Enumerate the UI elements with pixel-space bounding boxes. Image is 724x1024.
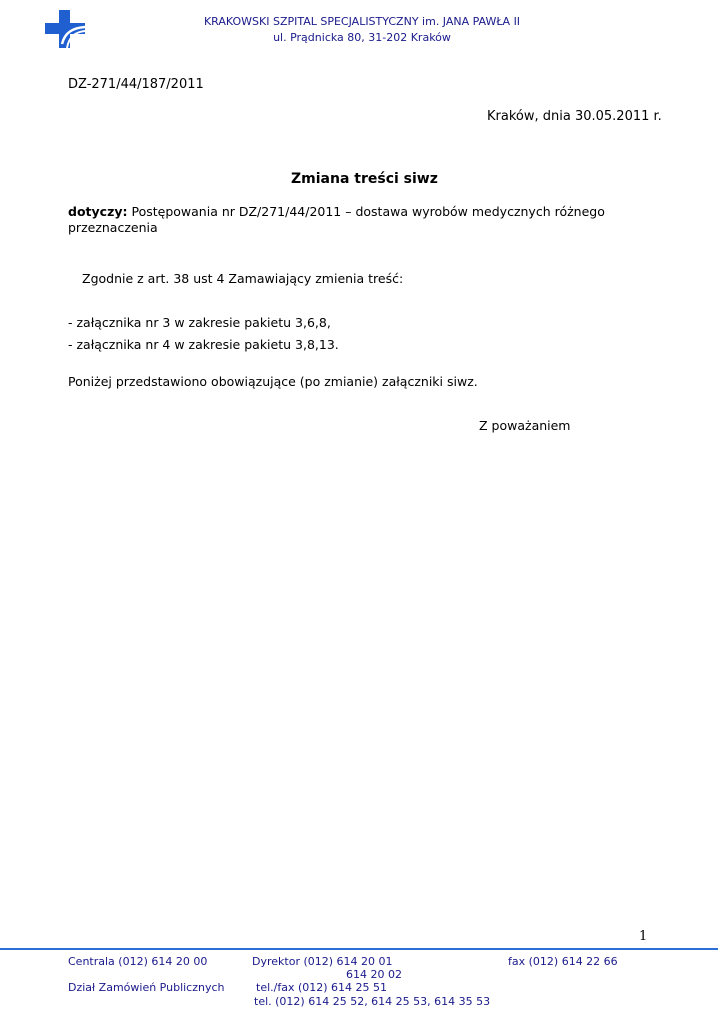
footer-fax: fax (012) 614 22 66: [508, 955, 618, 968]
list-item: - załącznika nr 3 w zakresie pakietu 3,6,8,: [68, 315, 331, 330]
hospital-cross-logo-svg: [45, 10, 85, 48]
footer-director-2: 614 20 02: [346, 968, 402, 981]
footer-tel: tel. (012) 614 25 52, 614 25 53, 614 35 53: [254, 995, 491, 1008]
reference-number: DZ-271/44/187/2011: [68, 77, 204, 92]
hospital-address: ul. Prądnicka 80, 31-202 Kraków: [273, 31, 451, 44]
regards: Z poważaniem: [479, 418, 571, 433]
subject-label: dotyczy:: [68, 204, 128, 219]
subject-text: Postępowania nr DZ/271/44/2011 – dostawa wyrobów medycznych różnego: [131, 204, 605, 219]
hospital-name: KRAKOWSKI SZPITAL SPECJALISTYCZNY im. JANA PAWŁA II: [203, 15, 521, 28]
page-number: 1: [639, 929, 648, 944]
place-date: Kraków, dnia 30.05.2011 r.: [487, 109, 662, 124]
footer-telfax: tel./fax (012) 614 25 51: [256, 981, 388, 994]
footer-divider: [0, 948, 718, 950]
subject-line: [68, 204, 605, 219]
footer-procurement: Dział Zamówień Publicznych: [68, 981, 225, 994]
intro-text: Zgodnie z art. 38 ust 4 Zamawiający zmienia treść:: [82, 271, 404, 286]
footer-director: Dyrektor (012) 614 20 01: [252, 955, 393, 968]
document-title: Zmiana treści siwz: [291, 171, 438, 187]
list-item: - załącznika nr 4 w zakresie pakietu 3,8,13.: [68, 337, 339, 352]
subject-text-continued: przeznaczenia: [68, 220, 158, 235]
hospital-cross-logo: [45, 10, 85, 48]
footer-central: Centrala (012) 614 20 00: [68, 955, 208, 968]
closing-note: Poniżej przedstawiono obowiązujące (po zmianie) załączniki siwz.: [68, 374, 478, 389]
